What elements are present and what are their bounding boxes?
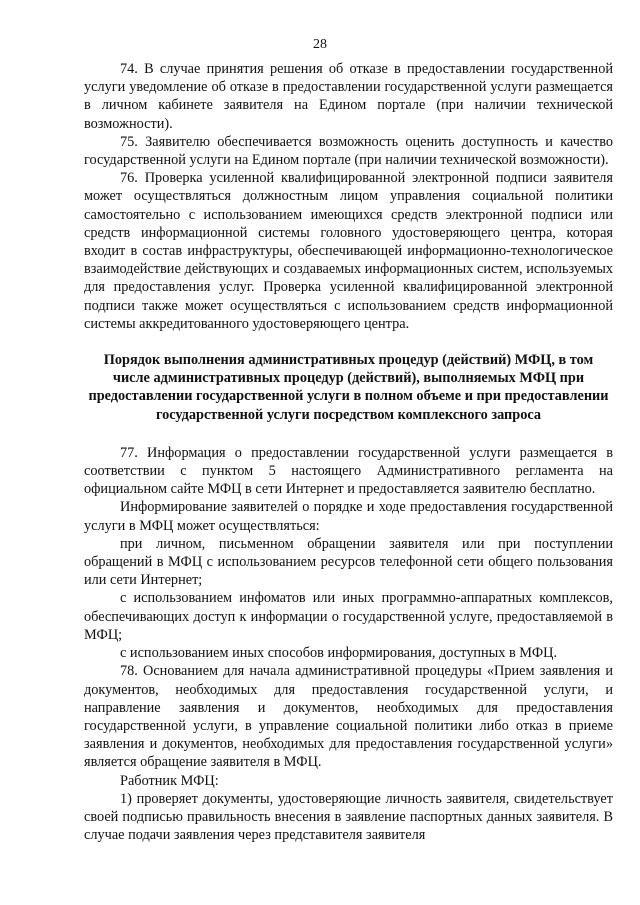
paragraph-infomats: с использованием инфоматов или иных программно-аппаратных комплексов, обеспечивающих доступ к информации о государственной услуге, предоставляемой в МФЦ;: [84, 590, 613, 643]
paragraph-74: 74. В случае принятия решения об отказе в предоставлении государственной услуги уведомление об отказе в предоставлении государственной услуги размещается в личном кабинете заявителя на Едином портале (при наличии технической возможности).: [84, 61, 613, 132]
spacer: [84, 424, 613, 444]
spacer: [84, 333, 613, 351]
page-number: 28: [313, 37, 327, 52]
paragraph-75: 75. Заявителю обеспечивается возможность оценить доступность и качество государственной услуги на Едином портале (при наличии технической возможности).: [84, 133, 613, 169]
paragraph-78: 78. Основанием для начала административной процедуры «Прием заявления и документов, необходимых для предоставления государственной услуги, и направление заявления и документов, необходимых для предоставления государственной услуги, в управление социальной политики либо отказ в приеме заявления и документов, необходимых для предоставления государственной услуги» является обращение заявителя в МФЦ.: [84, 663, 613, 771]
document-body: [84, 60, 613, 844]
section-heading: Порядок выполнения административных процедур (действий) МФЦ, в том числе административных процедур (действий), выполняемых МФЦ при предоставлении государственной услуги в полном объеме и при предоставлении государственной услуги посредством комплексного запроса: [88, 352, 609, 423]
paragraph-76: 76. Проверка усиленной квалифицированной электронной подписи заявителя может осуществляться должностным лицом управления социальной политики самостоятельно с использованием имеющихся средств электронной подписи или средств информационной системы головного удостоверяющего центра, которая входит в состав инфраструктуры, обеспечивающей информационно-технологическое взаимодействие действующих и создаваемых информационных систем, используемых для предоставления услуг. Проверка усиленной квалифицированной электронной подписи также может осуществляться с использованием средств информационной системы аккредитованного удостоверяющего центра.: [84, 170, 613, 332]
paragraph-informing: Информирование заявителей о порядке и ходе предоставления государственной услуги в МФЦ может осуществляться:: [84, 499, 613, 534]
paragraph-item-1: 1) проверяет документы, удостоверяющие личность заявителя, свидетельствует своей подписью правильность внесения в заявление паспортных данных заявителя. В случае подачи заявления через представителя заявителя: [84, 790, 613, 844]
paragraph-other-methods: с использованием иных способов информирования, доступных в МФЦ.: [120, 645, 558, 662]
paragraph-personal-request: при личном, письменном обращении заявителя или при поступлении обращений в МФЦ с использованием ресурсов телефонной сети общего пользования или сети Интернет;: [84, 535, 613, 589]
paragraph-worker: Работник МФЦ:: [120, 772, 219, 789]
paragraph-77: 77. Информация о предоставлении государственной услуги размещается в соответствии с пунктом 5 настоящего Административного регламента на официальном сайте МФЦ в сети Интернет и предоставляется заявителю бесплатно.: [84, 444, 613, 498]
